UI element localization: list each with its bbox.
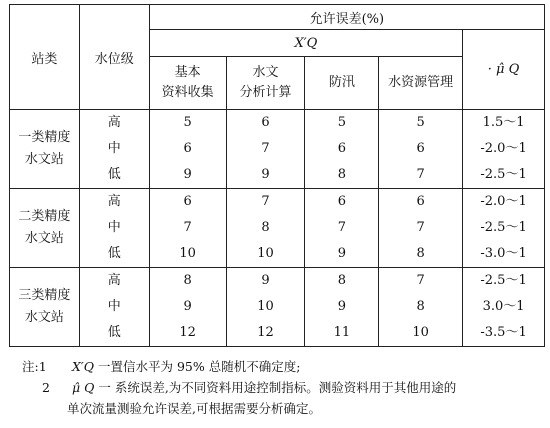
level-label: 高: [107, 273, 121, 288]
header-basic-data-line1: 基本: [174, 65, 201, 80]
note-2: [22, 377, 542, 398]
systematic-error-cells-2: [463, 189, 545, 268]
header-station-class: 站类: [10, 5, 80, 110]
water-resources-cells-1: [379, 110, 463, 189]
header-allowed-error: 允许误差(%): [149, 5, 544, 30]
systematic-error-cells-3: [463, 268, 545, 347]
systematic-error-cells-1: [463, 110, 545, 189]
value-cell: 6: [337, 141, 346, 156]
note-2-prefix: 2: [42, 380, 50, 395]
station-class-3-line2: 水文站: [24, 310, 64, 325]
station-class-3: [10, 268, 80, 347]
mu-cell: -2.5～1: [480, 167, 527, 182]
header-flood-control: 防汛: [305, 57, 379, 110]
flood-control-cells-3: [305, 268, 379, 347]
value-cell: 8: [416, 299, 425, 314]
mu-cell: -2.5～1: [480, 220, 527, 235]
error-spec-table: [9, 4, 545, 347]
value-cell: 6: [337, 194, 346, 209]
station-class-1-line2: 水文站: [24, 152, 64, 167]
value-cell: 5: [416, 115, 425, 130]
note-2-cont-text: 单次流量测验允许误差,可根据需要分析确定。: [67, 401, 321, 416]
header-water-resources: 水资源管理: [379, 57, 463, 110]
level-label: 中: [107, 141, 121, 156]
value-cell: 6: [416, 141, 425, 156]
note-1-text: 一置信水平为 95% 总随机不确定度;: [97, 359, 301, 374]
level-label: 中: [107, 299, 121, 314]
note-2-text: 一 系统误差,为不同资料用途控制指标。测验资料用于其他用途的: [98, 380, 457, 395]
water-resources-cells-3: [379, 268, 463, 347]
station-class-2: [10, 189, 80, 268]
header-hydro-analysis: [226, 57, 305, 110]
mu-cell: -3.5～1: [480, 325, 527, 340]
hydro-analysis-cells-2: [226, 189, 305, 268]
value-cell: 9: [183, 299, 192, 314]
mu-cell: -2.0～1: [480, 194, 527, 209]
note-1-symbol: X′Q: [72, 359, 94, 374]
note-2-symbol: μ̂ Q: [72, 380, 95, 395]
header-hydro-analysis-line2: 分析计算: [239, 85, 292, 100]
level-cells-2: [79, 189, 149, 268]
mu-cell: 3.0～1: [482, 299, 525, 314]
value-cell: 7: [337, 220, 346, 235]
station-class-2-line1: 二类精度: [18, 209, 71, 224]
station-class-1-line1: 一类精度: [18, 130, 71, 145]
level-label: 中: [107, 220, 121, 235]
value-cell: 10: [257, 246, 274, 261]
note-1-body: [72, 356, 542, 377]
note-2-body: [72, 377, 542, 398]
value-cell: 10: [412, 325, 429, 340]
header-water-level: 水位级: [79, 5, 149, 110]
value-cell: 10: [257, 299, 274, 314]
value-cell: 6: [183, 141, 192, 156]
level-cells-1: [79, 110, 149, 189]
value-cell: 9: [337, 299, 346, 314]
value-cell: 11: [333, 325, 351, 340]
level-label: 低: [107, 246, 121, 261]
value-cell: 7: [183, 220, 192, 235]
note-1-prefix: 注:1: [22, 359, 47, 374]
note-1: [22, 356, 542, 377]
value-cell: 8: [337, 273, 346, 288]
water-resources-cells-2: [379, 189, 463, 268]
value-cell: 7: [416, 167, 425, 182]
basic-data-cells-2: [149, 189, 226, 268]
station-class-2-line2: 水文站: [24, 231, 64, 246]
value-cell: 8: [261, 220, 270, 235]
value-cell: 8: [416, 246, 425, 261]
mu-cell: 1.5～1: [482, 115, 525, 130]
flood-control-cells-1: [305, 110, 379, 189]
basic-data-cells-3: [149, 268, 226, 347]
value-cell: 6: [416, 194, 425, 209]
level-cells-3: [79, 268, 149, 347]
value-cell: 12: [257, 325, 274, 340]
station-class-3-line1: 三类精度: [18, 288, 71, 303]
level-label: 低: [107, 167, 121, 182]
header-muq-symbol: · μ̂ Q: [463, 30, 545, 110]
value-cell: 10: [179, 246, 196, 261]
value-cell: 7: [416, 273, 425, 288]
value-cell: 6: [261, 115, 270, 130]
level-label: 低: [107, 325, 121, 340]
mu-cell: -2.5～1: [480, 273, 527, 288]
value-cell: 7: [261, 194, 270, 209]
table-notes: [22, 356, 542, 419]
mu-cell: -3.0～1: [480, 246, 527, 261]
value-cell: 9: [261, 273, 270, 288]
value-cell: 8: [183, 273, 192, 288]
header-hydro-analysis-line1: 水文: [252, 65, 279, 80]
value-cell: 12: [179, 325, 196, 340]
header-basic-data: [149, 57, 226, 110]
level-label: 高: [107, 115, 121, 130]
value-cell: 9: [337, 246, 346, 261]
value-cell: 6: [183, 194, 192, 209]
note-2-continuation: [22, 398, 542, 419]
value-cell: 7: [261, 141, 270, 156]
station-class-1: [10, 110, 80, 189]
header-xq-symbol: X′Q: [149, 30, 462, 57]
hydro-analysis-cells-1: [226, 110, 305, 189]
hydro-analysis-cells-3: [226, 268, 305, 347]
flood-control-cells-2: [305, 189, 379, 268]
value-cell: 9: [261, 167, 270, 182]
level-label: 高: [107, 194, 121, 209]
mu-cell: -2.0～1: [480, 141, 527, 156]
value-cell: 5: [183, 115, 192, 130]
value-cell: 5: [337, 115, 346, 130]
value-cell: 9: [183, 167, 192, 182]
basic-data-cells-1: [149, 110, 226, 189]
value-cell: 7: [416, 220, 425, 235]
header-basic-data-line2: 资料收集: [161, 85, 214, 100]
value-cell: 8: [337, 167, 346, 182]
